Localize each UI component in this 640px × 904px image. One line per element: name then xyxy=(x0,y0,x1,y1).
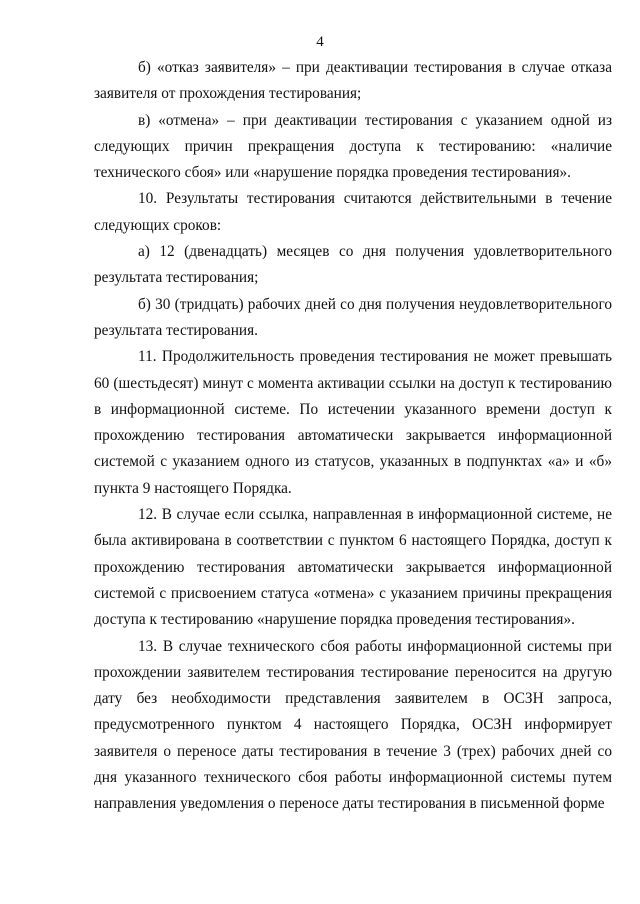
document-body xyxy=(94,55,612,818)
paragraph-item-12: 12. В случае если ссылка, направленная в информационной системе, не была активирована в соответствии с пунктом 6 настоящего Порядка, доступ к прохождению тестирования автоматически закрывается информационной системой с присвоением статуса «отмена» с указанием причины прекращения доступа к тестированию «нарушение порядка проведения тестирования». xyxy=(94,506,612,629)
paragraph-item-13: 13. В случае технического сбоя работы информационной системы при прохождении заявителем тестирования тестирование переносится на другую дату без необходимости представления заявителем в ОСЗН запроса, предусмотренного пунктом 4 настоящего Порядка, ОСЗН информирует заявителя о переносе даты тестирования в течение 3 (трех) рабочих дней со дня указанного технического сбоя работы информационной системы путем направления уведомления о переносе даты тестирования в письменной форме xyxy=(94,637,612,813)
paragraph-subitem-b-refusal: б) «отказ заявителя» – при деактивации тестирования в случае отказа заявителя от прохождения тестирования; xyxy=(94,59,612,103)
paragraph-subitem-v-cancel: в) «отмена» – при деактивации тестирования с указанием одной из следующих причин прекращения доступа к тестированию: «наличие технического сбоя» или «нарушение порядка проведения тестирования». xyxy=(94,111,612,182)
paragraph-item-10: 10. Результаты тестирования считаются действительными в течение следующих сроков: xyxy=(94,190,612,234)
paragraph-item-11: 11. Продолжительность проведения тестирования не может превышать 60 (шестьдесят) минут с момента активации ссылки на доступ к тестированию в информационной системе. По истечении указанного времени доступ к прохождению тестирования автоматически закрывается информационной системой с указанием одного из статусов, указанных в подпунктах «а» и «б» пункта 9 настоящего Порядка. xyxy=(94,348,612,497)
paragraph-subitem-a-12-months: а) 12 (двенадцать) месяцев со дня получения удовлетворительного результата тестирования; xyxy=(94,243,612,287)
paragraph-subitem-b-30-days: б) 30 (тридцать) рабочих дней со дня получения неудовлетворительного результата тестирования. xyxy=(94,295,612,339)
page-number: 4 xyxy=(316,34,324,50)
